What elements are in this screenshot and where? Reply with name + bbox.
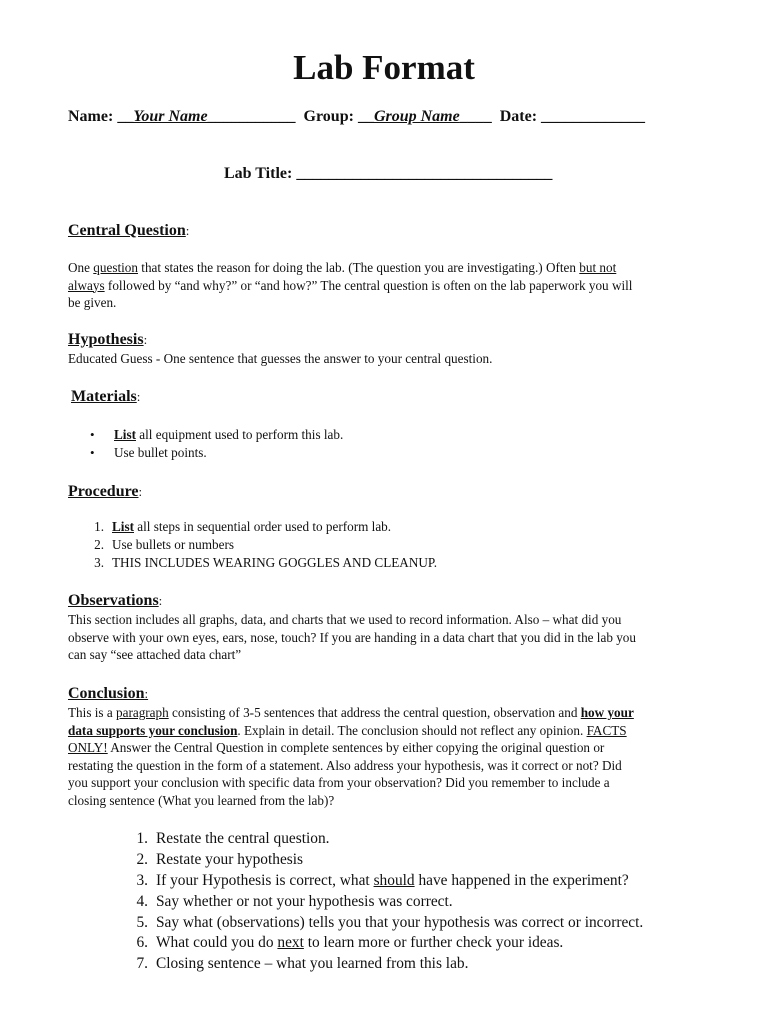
conc-line-4: restating the question in the form of a statement. Also address your hypothesis, was it correct or not? Did	[68, 757, 622, 773]
conclusion-body	[68, 704, 634, 809]
cq-but-not: but not	[579, 260, 617, 275]
bullet-icon: •	[90, 445, 95, 460]
list-item	[132, 830, 732, 850]
list-text: THIS INCLUDES WEARING GOGGLES AND CLEANUP.	[112, 555, 438, 570]
list-text: have happened in the experiment?	[414, 872, 629, 889]
cq-line-2	[68, 277, 632, 295]
list-item	[132, 851, 732, 871]
observations-heading	[68, 592, 162, 610]
obs-line-2: observe with your own eyes, ears, nose, touch? If you are handing in a data chart that you did in the lab you	[68, 629, 636, 645]
list-item	[132, 955, 732, 975]
conclusion-colon: :	[144, 686, 149, 701]
conc-line-6: closing sentence (What you learned from the lab)?	[68, 792, 335, 808]
cq-text: that states the reason for doing the lab. (The question you are investigating.) Often	[137, 260, 580, 275]
bullet-icon: •	[90, 427, 95, 442]
conc-only: ONLY!	[68, 740, 108, 755]
hypothesis-heading	[68, 331, 147, 349]
materials-colon: :	[136, 389, 141, 404]
group-post: ____	[459, 108, 492, 125]
conclusion-heading	[68, 685, 148, 703]
conc-line-3	[68, 739, 634, 757]
conc-text: Answer the Central Question in complete sentences by either copying the original question or	[107, 740, 605, 755]
step-number: 6.	[136, 934, 148, 951]
list-item	[88, 537, 508, 555]
conclusion-title: Conclusion	[68, 685, 145, 702]
hypothesis-colon: :	[143, 332, 148, 347]
list-underlined: next	[277, 934, 304, 951]
central-question-body	[68, 259, 632, 312]
list-item	[132, 872, 732, 892]
obs-line-1: This section includes all graphs, data, and charts that we used to record information. Also – what did you	[68, 612, 622, 627]
cq-question-word: question	[93, 260, 138, 275]
list-underlined: should	[373, 872, 415, 889]
lab-title-line	[224, 165, 552, 183]
conc-data-supports: data supports your conclusion	[68, 722, 238, 738]
list-item	[90, 427, 490, 445]
cq-line-3: be given.	[68, 295, 117, 310]
page-title: Lab Format	[293, 48, 475, 87]
list-item	[132, 914, 732, 934]
list-text: Restate the central question.	[156, 830, 330, 847]
observations-colon: :	[158, 593, 163, 608]
list-item	[132, 893, 732, 913]
step-number: 3.	[94, 555, 104, 570]
step-number: 2.	[94, 537, 104, 552]
list-text: What could you do	[156, 934, 278, 951]
step-number: 1.	[136, 830, 148, 847]
name-value: Your Name	[133, 108, 208, 125]
list-bold: List	[112, 519, 134, 534]
name-label: Name:	[68, 108, 114, 125]
list-text: Use bullets or numbers	[112, 537, 234, 552]
list-item	[88, 519, 508, 537]
obs-line-3: can say “see attached data chart”	[68, 647, 242, 662]
list-text: Use bullet points.	[114, 445, 207, 460]
cq-text: followed by “and why?” or “and how?” The central question is often on the lab paperwork you will	[104, 277, 633, 293]
date-label: Date:	[499, 108, 538, 125]
list-text: all steps in sequential order used to perform lab.	[133, 519, 392, 534]
name-post: ___________	[207, 108, 296, 125]
list-text: Say what (observations) tells you that your hypothesis was correct or incorrect.	[156, 914, 644, 931]
step-number: 5.	[136, 914, 148, 931]
conc-line-2	[68, 722, 634, 740]
procedure-heading	[68, 483, 142, 501]
list-text: Say whether or not your hypothesis was correct.	[156, 893, 453, 910]
conc-text: This is a	[68, 705, 116, 720]
conc-paragraph: paragraph	[116, 705, 169, 720]
list-item	[90, 445, 490, 463]
conc-facts: FACTS	[586, 722, 627, 738]
cq-text: One	[68, 260, 94, 275]
date-blank: _____________	[541, 108, 646, 125]
step-number: 3.	[136, 872, 148, 889]
conc-line-5: you support your conclusion with specific data from your observation? Did you remember to include a	[68, 775, 610, 790]
conc-line-1	[68, 704, 634, 722]
cq-always: always	[68, 277, 105, 293]
list-text: Closing sentence – what you learned from this lab.	[156, 955, 469, 972]
central-question-heading	[68, 222, 189, 240]
list-text: If your Hypothesis is correct, what	[156, 872, 374, 889]
step-number: 7.	[136, 955, 148, 972]
hypothesis-text: Educated Guess - One sentence that guesses the answer to your central question.	[68, 351, 493, 366]
materials-title: Materials	[71, 388, 137, 405]
materials-heading	[71, 388, 140, 406]
observations-title: Observations	[68, 592, 159, 609]
step-number: 4.	[136, 893, 148, 910]
central-question-colon: :	[185, 223, 190, 238]
name-line	[68, 108, 645, 126]
cq-line-1	[68, 259, 632, 277]
hypothesis-title: Hypothesis	[68, 331, 144, 348]
list-text: Restate your hypothesis	[156, 851, 304, 868]
group-value: Group Name	[373, 108, 460, 125]
conc-text: consisting of 3-5 sentences that address the central question, observation and	[168, 705, 581, 720]
observations-body	[68, 611, 636, 664]
group-label: Group:	[303, 108, 354, 125]
group-pre: __	[357, 108, 374, 125]
list-text: all equipment used to perform this lab.	[135, 427, 344, 442]
step-number: 2.	[136, 851, 148, 868]
list-item	[88, 555, 508, 573]
list-text: to learn more or further check your ideas.	[303, 934, 564, 951]
central-question-title: Central Question	[68, 222, 186, 239]
conc-text: . Explain in detail. The conclusion should not reflect any opinion.	[237, 722, 587, 738]
conc-how-your: how your	[580, 705, 634, 720]
list-bold: List	[114, 427, 136, 442]
lab-title-blank: ________________________________	[296, 165, 553, 182]
list-item	[132, 934, 732, 954]
step-number: 1.	[94, 519, 104, 534]
procedure-title: Procedure	[68, 483, 139, 500]
lab-title-label: Lab Title:	[224, 165, 293, 182]
name-pre: __	[117, 108, 134, 125]
procedure-colon: :	[138, 484, 143, 499]
